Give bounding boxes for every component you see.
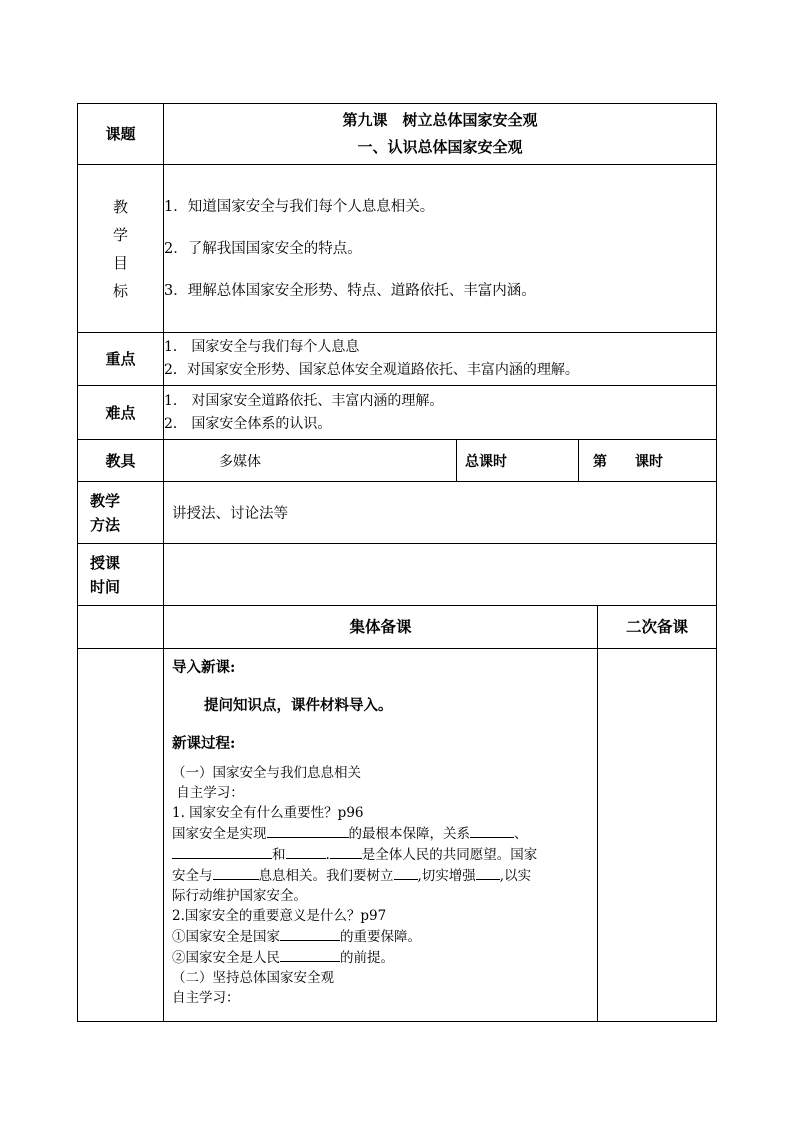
self-study-label: 自主学习： [172,990,240,1006]
answer-line [172,823,591,844]
answer-text: 的重要保障。 [340,929,421,945]
time-value-cell [164,544,717,606]
time-label-line: 时间 [90,577,121,596]
method-value-cell [164,482,717,544]
question: 1. 国家安全有什么重要性？p96 [172,805,364,821]
secondary-prep-content[interactable] [598,649,717,1022]
method-value: 讲授法、讨论法等 [172,506,288,522]
fill-blank[interactable] [213,865,259,880]
fill-blank[interactable] [286,844,326,859]
objectives-label-char: 目 [112,253,128,272]
answer-line [172,926,591,947]
answer-text: 是全体人民的共同愿望。国家 [361,847,538,863]
answer-text: 息息相关。我们要树立 [258,868,394,884]
intro-heading: 导入新课: [172,659,236,676]
difficult-points-label: 难点 [78,386,164,440]
prep-header-empty [78,606,164,649]
content-left-empty [78,649,164,1022]
objectives-label [78,165,164,333]
topic-row [78,104,717,165]
tools-row [78,440,717,482]
key-point-item: 2．对国家安全形势、国家总体安全观道路依托、丰富内涵的理解。 [164,362,579,378]
objective-item: 2．了解我国国家安全的特点。 [164,240,362,257]
method-row [78,482,717,544]
difficult-points-list [164,386,717,440]
topic-label: 课题 [78,104,164,165]
time-label-line: 授课 [90,553,121,572]
answer-line [172,947,591,968]
difficult-point-item: 1． 对国家安全道路依托、丰富内涵的理解。 [164,392,444,409]
tools-value-text: 多媒体 [219,453,261,470]
tools-label: 教具 [78,440,164,482]
answer-text: 、 [514,826,528,842]
time-value [164,568,172,584]
key-points-label: 重点 [78,333,164,386]
intro-text: 提问知识点，课件材料导入。 [204,697,393,714]
method-label [78,482,164,544]
objectives-list [164,165,717,333]
topic-title-cell [164,104,717,165]
lesson-title: 第九课 树立总体国家安全观 [342,111,538,129]
section-title: 一、认识总体国家安全观 [357,138,523,156]
fill-blank[interactable] [280,926,340,941]
answer-line: 际行动维护国家安全。 [172,888,307,904]
fill-blank[interactable] [470,823,514,838]
objectives-label-char: 标 [112,281,128,300]
difficult-point-item: 2． 国家安全体系的认识。 [164,415,332,432]
tools-value [164,440,457,482]
answer-text: ①国家安全是国家 [172,929,280,945]
time-label [78,544,164,606]
objectives-row [78,165,717,333]
method-label-line: 方法 [90,515,121,534]
process-heading: 新课过程: [172,735,236,752]
answer-text: 和 [272,847,286,863]
objectives-label-char: 学 [112,225,128,244]
lesson-plan-table [77,103,717,1022]
answer-text: 的前提。 [340,950,394,966]
answer-text: ②国家安全是人民 [172,950,280,966]
difficult-points-row [78,386,717,440]
question: 2.国家安全的重要意义是什么？p97 [172,908,387,924]
fill-blank[interactable] [267,823,349,838]
secondary-prep-header: 二次备课 [598,606,717,649]
content-row [78,649,717,1022]
answer-text: 的最根本保障，关系 [348,826,470,842]
fill-blank[interactable] [172,844,272,859]
answer-text: . [325,847,330,863]
method-label-line: 教学 [90,491,121,510]
objectives-label-char: 教 [112,197,128,216]
answer-line [172,865,591,886]
prep-header-row [78,606,717,649]
total-hours-cell [457,440,579,482]
key-points-list [164,333,717,386]
answer-text: ,切实增强 [417,868,476,884]
fill-blank[interactable] [476,865,500,880]
answer-text: ,以实 [499,868,532,884]
objective-item: 1．知道国家安全与我们每个人息息相关。 [164,198,435,215]
total-hours-label: 总课时 [465,453,507,470]
key-point-item: 1． 国家安全与我们每个人息息 [164,339,360,355]
fill-blank[interactable] [280,947,340,962]
objective-item: 3．理解总体国家安全形势、特点、道路依托、丰富内涵。 [164,282,536,299]
collective-prep-header: 集体备课 [164,606,598,649]
lesson-number-cell [579,440,717,482]
self-study-label: 自主学习： [172,785,244,801]
fill-blank[interactable] [330,844,362,859]
fill-blank[interactable] [394,865,418,880]
key-points-row [78,333,717,386]
section-heading: （二）坚持总体国家安全观 [172,970,334,986]
answer-text: 国家安全是实现 [172,826,267,842]
answer-line [172,844,591,865]
time-row [78,544,717,606]
lesson-number-label: 第 课时 [593,453,663,470]
collective-prep-content [164,649,598,1022]
section-heading: （一）国家安全与我们息息相关 [172,765,361,781]
answer-text: 安全与 [172,868,213,884]
